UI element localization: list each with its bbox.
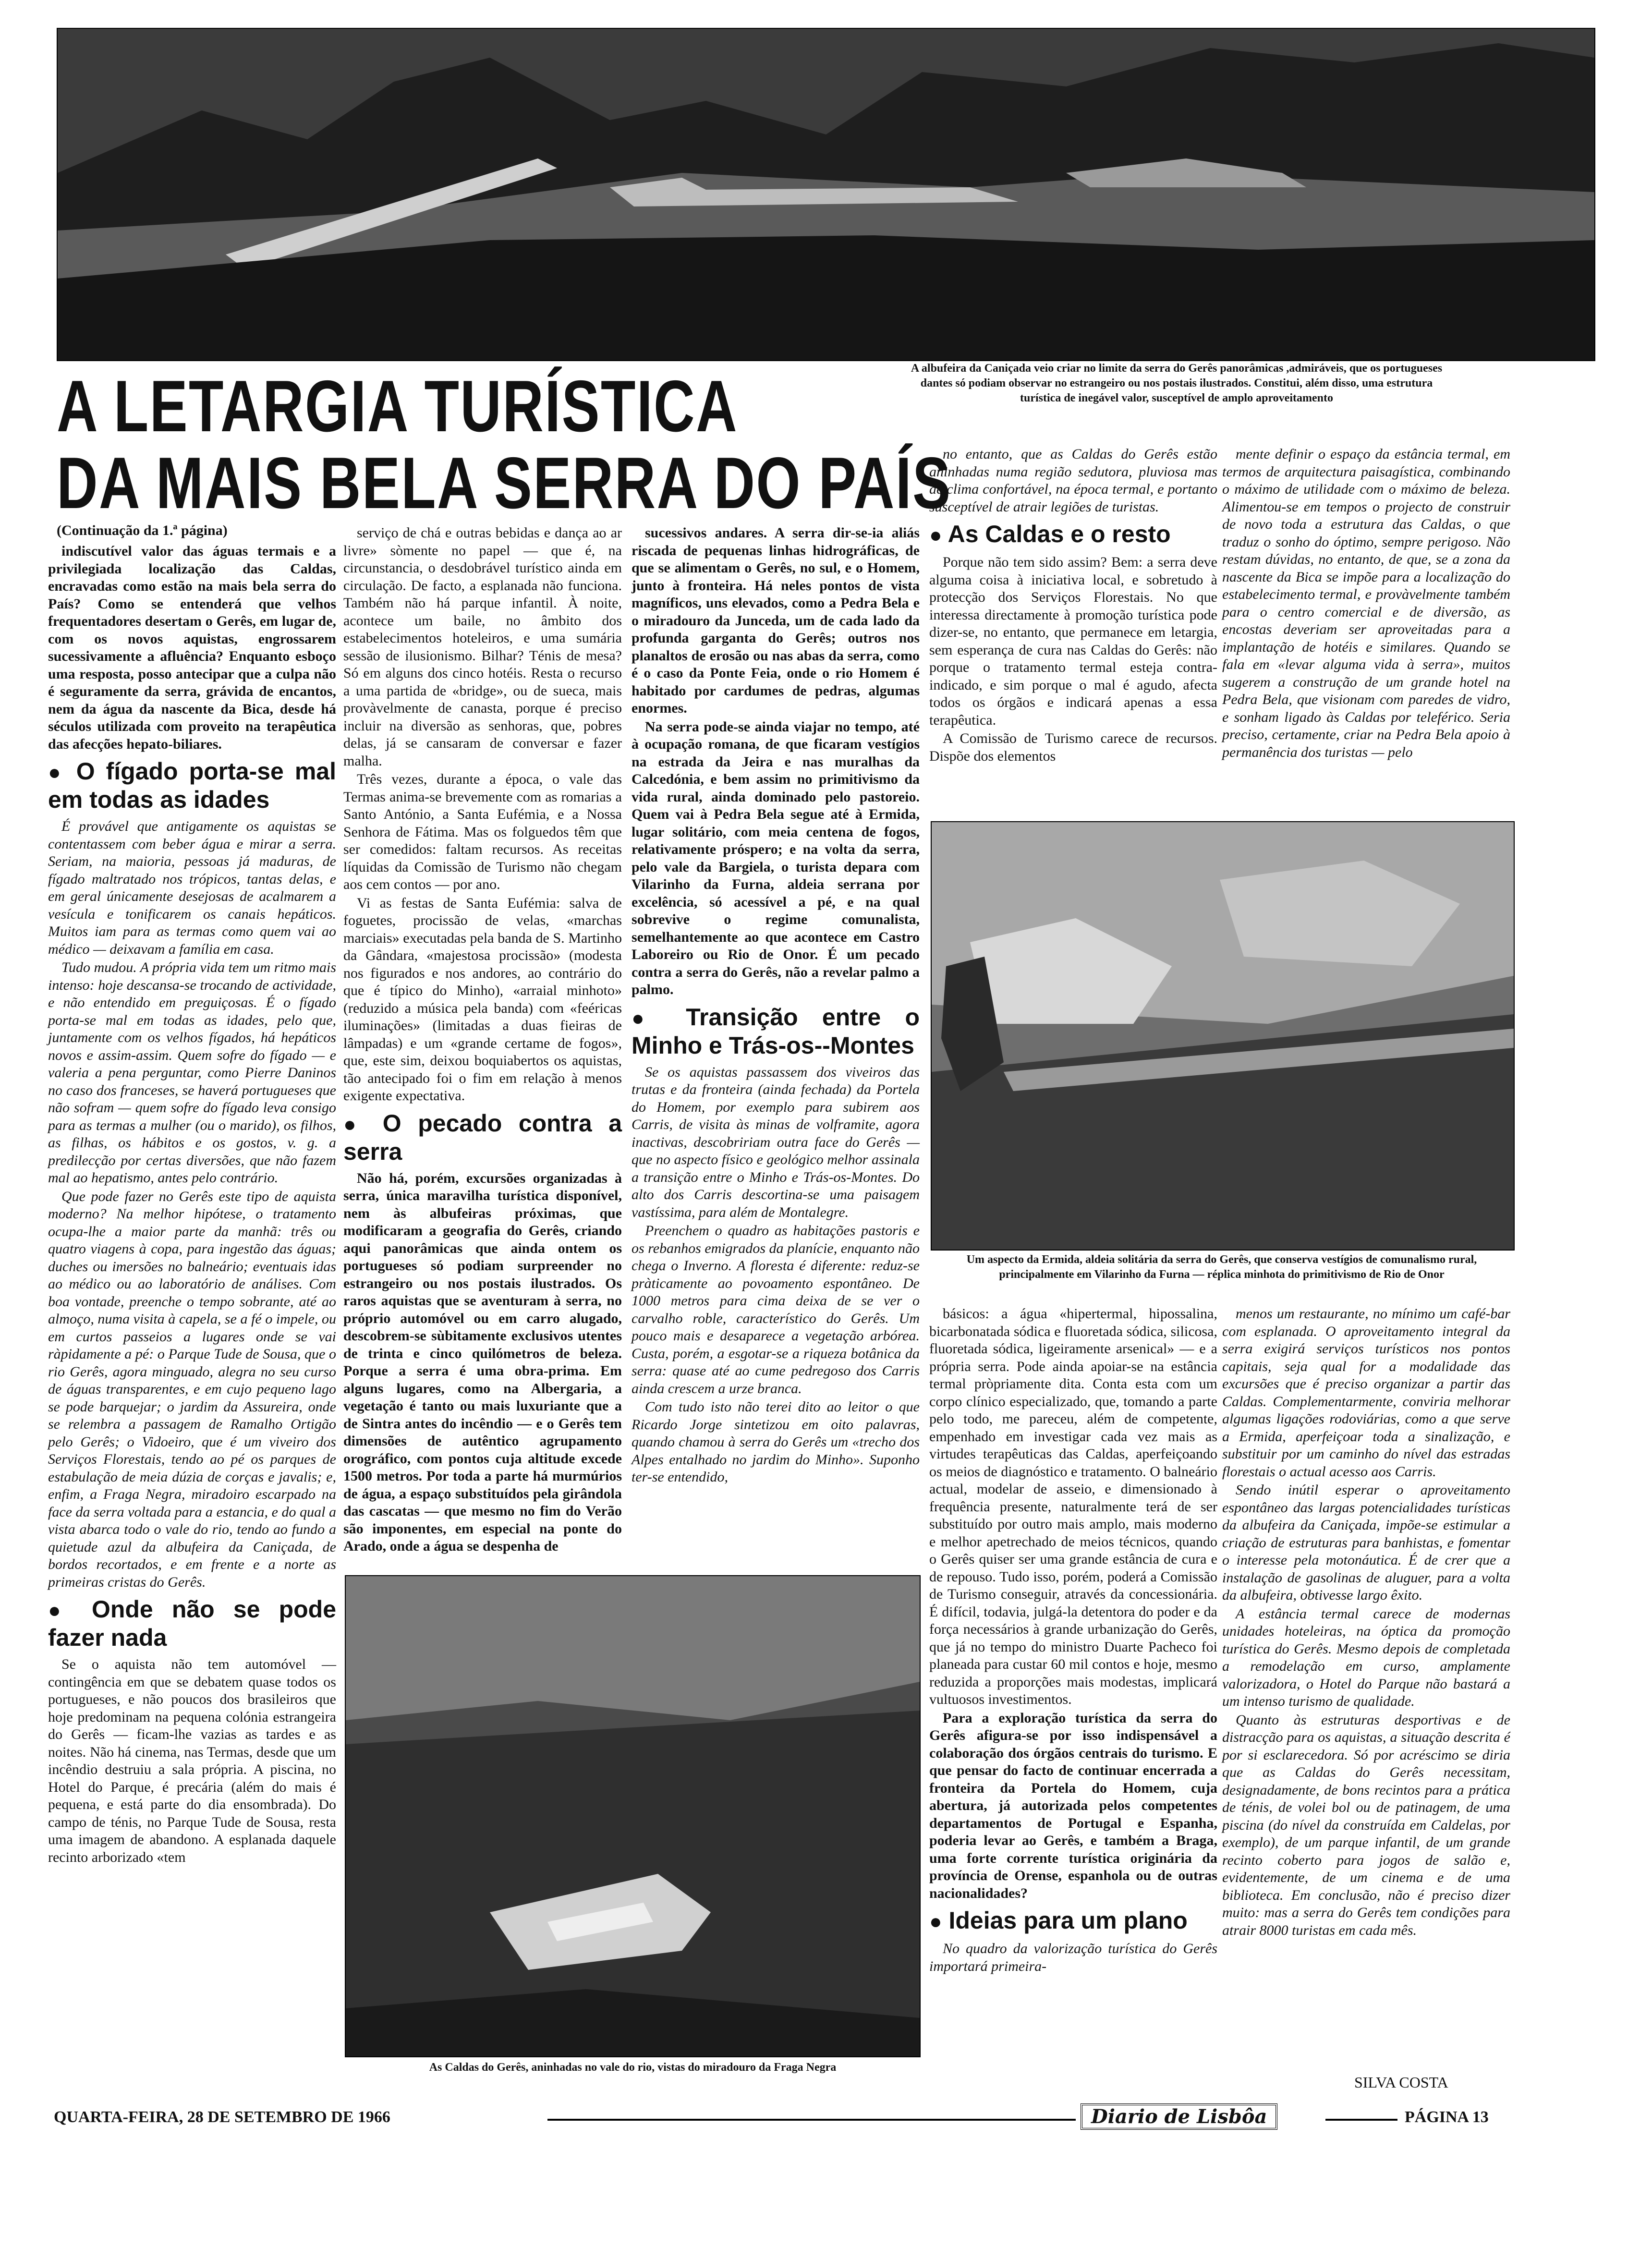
column-1 (48, 543, 340, 2103)
paragraph: Se o aquista não tem automóvel — contingência em que se debatem quase todos os portugueses, e não poucos dos brasileiros que hoje predominam na pequena colónia estrangeira do Gerês — ficam-lhe vazias as tardes e as noites. Não há cinema, nas Termas, desde que um incêndio destruiu a sala própria. A piscina, no Hotel do Parque, é precária (além do mais é pequena, e está parte do dia ensombrada). Do campo de ténis, no Parque Tude de Sousa, resta uma imagem de abandono. A esplanada daquele recinto arborizado «tem (48, 1656, 340, 1865)
page-number: PÁGINA 13 (1405, 2108, 1489, 2126)
top-photo-caption: A albufeira da Caniçada veio criar no limite da serra do Gerês panorâmicas ,admiráveis, que os portugueses dantes só podiam observar no estrangeiro ou nos postais ilustrados. Constitui, além disso, uma estrutura turística de inegável valor, susceptível de amplo aproveitamento (911, 362, 1443, 404)
paragraph: A estância termal carece de modernas unidades hoteleiras, na óptica da promoção turística do Gerês. Mesmo depois de completada a remodelação em curso, amplamente valorizadora, o Hotel do Parque não bastará a um intenso turismo de qualidade. (1222, 1605, 1514, 1709)
column-5-top (1222, 446, 1514, 815)
paragraph: serviço de chá e outras bebidas e dança ao ar livre» sòmente no papel — que é, na circunstancia, o desdobrável turístico ainda em circulação. De facto, a esplanada não funciona. Também não há parque infantil. À noite, acontece um baile, no âmbito dos estabelecimentos hoteleiros, e uma sumária sessão de ilusionismo. Bilhar? Ténis de mesa? Só em alguns dos cinco hotéis. Resta o recurso a uma partida de «bridge», ou de sueca, mais provàvelmente de canasta, porque é preciso incluir na diversão as senhoras, que, pobres delas, já se cansaram de conversar e fazer malha. (343, 525, 626, 769)
column-5-bottom (1222, 1305, 1514, 2054)
paragraph: Na serra pode-se ainda viajar no tempo, até à ocupação romana, de que ficaram vestígios na estrada da Jeira e nas muralhas da Calcedónia, e bem assim no primitivismo da vida rural, ainda dominado pelo pastoreio. Quem vai à Pedra Bela segue até à Ermida, lugar solitário, com meia centena de fogos, relativamente próspero; e na volta da serra, pelo vale da Bargiela, o turista depara com Vilarinho da Furna, aldeia serrana por excelência, só acessível a pé, e na qual sobrevive o regime comunalista, semelhantemente ao que acontece em Castro Laboreiro ou Rio de Onor. É um pecado contra a serra do Gerês, não a revelar palmo a palmo. (632, 718, 923, 997)
paragraph: No quadro da valorização turística do Gerês importará primeira- (929, 1941, 1221, 1974)
ermida-photo-caption: Um aspecto da Ermida, aldeia solitária da serra do Gerês, que conserva vestígios de comunalismo rural, principalmente em Vilarinho da Furna — réplica minhota do primitivismo de Rio de Onor (966, 1253, 1477, 1281)
subheading-sin-against-mountain: ● O pecado contra a serra (343, 1109, 622, 1165)
caldas-valley-photo (345, 1575, 921, 2057)
headline-line-2: DA MAIS BELA SERRA DO PAÍS (57, 442, 952, 524)
paragraph: Se os aquistas passassem dos viveiros das trutas e da fronteira (ainda fechada) da Portela do Homem, por exemplo para subirem aos Carris, de visita às minas de volframite, agora inactivas, descobririam outra face do Gerês — que no aspecto físico e geológico melhor assinala a transição entre o Minho e Trás-os-Montes. Do alto dos Carris descortina-se uma paisagem vastíssima, para além de Montalegre. (632, 1064, 923, 1220)
column-2 (343, 524, 626, 1571)
paragraph: Que pode fazer no Gerês este tipo de aquista moderno? Na melhor hipótese, o tratamento ocupa-lhe a maior parte da manhã: três ou quatro viagens à copa, para ingestão das águas; duches ou imersões no balneário; eventuais idas ao médico ou ao laboratório de análises. Com boa vontade, preenche o tempo sobrante, até ao almoço, numa visita à capela, se a fé o impele, ou em curtos passeios a lugares onde se vai ràpidamente a pé: o Parque Tude de Sousa, que o rio Gerês, agora minguado, alegra no seu curso de águas transparentes, e em cujo pequeno lago se pode barquejar; o jardim da Assureira, onde se relembra a passagem de Ramalho Ortigão pelo Gerês; o Vidoeiro, que é um viveiro dos Serviços Florestais, tendo ao pé os parques de estabulação de meia dúzia de corças e javalis; e, enfim, a Fraga Negra, miradoiro escarpado na face da serra voltada para a estancia, e do qual a vista abarca todo o vale do rio, tendo ao fundo a quietude azul da albufeira da Caniçada, de bordos recortados, e em frente e a norte as primeiras cristas do Gerês. (48, 1188, 340, 1590)
paragraph: Três vezes, durante a época, o vale das Termas anima-se brevemente com as romarias a Santo António, a Santa Eufémia, e a Nossa Senhora de Fátima. Mas os folguedos têm que ser comedidos: faltam recursos. As receitas líquidas da Comissão de Turismo não chegam aos cem contos — por ano. (343, 771, 626, 892)
paragraph: Com tudo isto não terei dito ao leitor o que Ricardo Jorge sintetizou em oito palavras, quando chamou à serra do Gerês um «trecho dos Alpes entalhado no jardim do Minho». Suponho ter-se entendido, (632, 1399, 923, 1485)
author-signature: SILVA COSTA (1354, 2074, 1448, 2091)
paragraph: Sendo inútil esperar o aproveitamento espontâneo das largas potencialidades turísticas da albufeira da Caniçada, impõe-se estimular a criação de estruturas para banhistas, e fomentar o interesse pela motonáutica. É de crer que a instalação de gasolinas de aluguer, para a volta da albufeira, obtivesse largo êxito. (1222, 1482, 1514, 1603)
subheading-nothing-to-do: ● Onde não se pode fazer nada (48, 1596, 337, 1651)
reservoir-photo (57, 28, 1595, 361)
paragraph: A Comissão de Turismo carece de recursos. Dispõe dos elementos (929, 730, 1221, 764)
subheading-transition: ● Transição entre o Minho e Trás-os--Montes (632, 1003, 920, 1059)
paragraph: Preenchem o quadro as habitações pastoris e os rebanhos emigrados da planície, enquanto não chega o Inverno. A floresta é diferente: reduz-se pràticamente ao povoamento espontâneo. De 1000 metros para cima deixa de se ver o carvalho roble, característico do Gerês. Um pouco mais e desaparece a vegetação arbórea. Custa, porém, a esgotar-se a riqueza botânica da serra: quase até ao cume pedregoso dos Carris ainda crescem a urze branca. (632, 1223, 923, 1397)
subheading-ideas: ● Ideias para um plano (929, 1907, 1188, 1934)
footer-date: QUARTA-FEIRA, 28 DE SETEMBRO DE 1966 (54, 2108, 390, 2126)
column-4-bottom (929, 1305, 1221, 2102)
paragraph: básicos: a água «hipertermal, hipossalina, bicarbonatada sódica e fluoretada sódica, silicosa, fluoretada sódica, ligeiramente arsenical» — e a própria serra. Pode ainda apoiar-se na estância termal pròpriamente dita. Conta esta com um corpo clínico especializado, que, tomando a parte pelo todo, me pareceu, além de competente, empenhado em investigar cada vez mais as virtudes terapêuticas das Caldas, aperfeiçoando os meios de diagnóstico e tratamento. O balneário actual, modelar de asseio, e dimensionado à frequência presente, naturalmente terá de ser substituído por outro mais amplo, mais moderno e melhor apetrechado de meios técnicos, quando o Gerês quiser ser uma grande estância de cura e de repouso. Tudo isso, porém, poderá a Comissão de Turismo conseguir, através da concessionária. É difícil, todavia, julgá-la detentora do poder e da força necessários à grande urbanização do Gerês, que já no tempo do ministro Duarte Pacheco foi planeada para custar 60 mil contos e hoje, mesmo reduzida a proporções mais modestas, implicará vultuosos investimentos. (929, 1306, 1221, 1707)
paragraph: Não há, porém, excursões organizadas à serra, única maravilha turística disponível, nem às albufeiras próximas, que modificaram a geografia do Gerês, criando aqui panorâmicas que ainda ontem os portugueses só podiam surpreender no estrangeiro ou nos postais ilustrados. Os raros aquistas que se aventuram à serra, no próprio automóvel ou em carro alugado, descobrem-se sùbitamente exclusivos utentes de trinta e cinco quilómetros de beleza. Porque a serra é uma obra-prima. Em alguns lugares, como na Albergaria, a vegetação é tanto ou mais luxuriante que a de Sintra antes do incêndio — e o Gerês tem dimensões de autêntico agrupamento orográfico, com pontos cuja altitude excede 1500 metros. Por toda a parte há murmúrios de água, a espaço substituídos pela girândola das cascatas — que mesmo no fim do Verão são imponentes, em especial na ponte do Arado, onde a água se despenha de (343, 1170, 626, 1554)
headline-line-1: A LETARGIA TURÍSTICA (57, 365, 738, 447)
column-3 (632, 524, 923, 1571)
column-4-top (929, 446, 1221, 815)
masthead-logo: Diario de Lisbôa (1081, 2103, 1277, 2130)
paragraph: no entanto, que as Caldas do Gerês estão aninhadas numa região sedutora, pluviosa mas de clima confortável, na época termal, e portanto susceptível de atrair legiões de turistas. (929, 446, 1221, 515)
footer-rule-left (547, 2119, 1076, 2121)
caldas-photo-caption: As Caldas do Gerês, aninhadas no vale do rio, vistas do miradouro da Fraga Negra (429, 2061, 837, 2074)
continuation-note: (Continuação da 1.ª página) (57, 522, 228, 538)
paragraph: sucessivos andares. A serra dir-se-ia aliás riscada de pequenas linhas hidrográficas, de que se alimentam o Gerês, no sul, e o Homem, junto à fronteira. Há neles pontos de vista magníficos, uns elevados, como a Pedra Bela e o miradouro da Junceda, um de cada lado da profunda garganta do Gerês; outros nos planaltos de erosão ou nas abas da serra, como é o caso da Ponte Feia, onde o rio Homem é habitado por cardumes de pedras, algumas enormes. (632, 525, 923, 716)
paragraph: Quanto às estruturas desportivas e de distracção para os aquistas, a situação descrita é por si esclarecedora. Só por acréscimo se diria que as Caldas do Gerês necessitam, designadamente, de bons recintos para a prática de ténis, de volei bol ou de patinagem, de uma piscina (do nível da construída em Caldelas, por exemplo), de um parque infantil, de um grande recinto coberto para jogos de salão e, evidentemente, de um cinema e de uma biblioteca. Em conclusão, não é preciso dizer muito: mas a serra do Gerês tem condições para atrair 8000 turistas em cada mês. (1222, 1712, 1514, 1938)
paragraph: menos um restaurante, no mínimo um café-bar com esplanada. O aproveitamento integral da serra exigirá serviços turísticos nos pontos capitais, seja qual for a modalidade das excursões que é preciso organizar a partir das Caldas. Complementarmente, conviria melhorar algumas ligações rodoviárias, como a que serve a Ermida, aperfeiçoar toda a sinalização, e substituir por um caminho do nível das estradas florestais o actual acesso aos Carris. (1222, 1306, 1514, 1480)
paragraph: Para a exploração turística da serra do Gerês afigura-se por isso indispensável a colaboração dos órgãos centrais do turismo. E que pensar do facto de continuar encerrada a fronteira da Portela do Homem, cuja abertura, já autorizada pelos competentes departamentos de Portugal e Espanha, poderia levar ao Gerês, e também a Braga, uma forte corrente turística originária da província de Orense, espanhola ou de outras nacionalidades? (929, 1710, 1221, 1901)
ermida-village-photo (931, 821, 1515, 1251)
paragraph: Tudo mudou. A própria vida tem um ritmo mais intenso: hoje descansa-se trocando de actividade, e não entendido em preguiçosas. É o fígado porta-se mal em todas as idades, pelo que, juntamente com os velhos fígados, há hepáticos novos e assim-assim. Quem sofre do fígado — e valeria a pena perguntar, como Pierre Daninos no caso dos franceses, se haverá portugueses que não sofram — quem sofre do fígado leva consigo para as termas a mulher (ou o marido), os filhos, as filhas, os hábitos e os gostos, v. g. a predilecção por certas diversões, que não fazem mal ao hepatismo, antes pelo contrário. (48, 959, 340, 1186)
paragraph: indiscutível valor das águas termais e a privilegiada localização das Caldas, encravadas como estão na mais bela serra do País? Como se entenderá que velhos frequentadores desertam o Gerês, em lugar de, com os novos aquistas, engrossarem sucessivamente a afluência? Enquanto esboço uma resposta, posso antecipar que a culpa não é seguramente da serra, grávida de encantos, nem da água da nascente da Bica, desde há séculos utilizada com proveito na terapêutica das afecções hepato-biliares. (48, 543, 340, 752)
paragraph: mente definir o espaço da estância termal, em termos de arquitectura paisagística, combinando o máximo de utilidade com o máximo de beleza. Alimentou-se em tempos o projecto de construir de novo toda a estrutura das Caldas, o que traduz o sonho do óptimo, sempre perigoso. Não restam dúvidas, no entanto, de que, se a zona da nascente da Bica se impõe para a localização do estabelecimento termal, e provàvelmente também para o centro comercial e de diversão, as encostas deveriam ser aproveitadas para a implantação de hotéis e similares. Quando se fala em «levar alguma vida à serra», muitos sugerem a construção de um grande hotel na Pedra Bela, que visionam com paredes de vidro, e sonham ligado às Caldas por teleférico. Seria preciso, certamente, criar na Pedra Bela apoio à permanência dos turistas — pelo (1222, 446, 1514, 760)
paragraph: É provável que antigamente os aquistas se contentassem com beber água e mirar a serra. Seriam, na maioria, pessoas já maduras, de fígado maltratado nos trópicos, tantas delas, e em geral únicamente desejosas de acalmarem a vesícula e tonificarem os canais hepáticos. Muitos iam para as termas como quem vai ao médico — deixavam a família em casa. (48, 818, 340, 957)
paragraph: Porque não tem sido assim? Bem: a serra deve alguma coisa à iniciativa local, e sobretudo à protecção dos Serviços Florestais. No que interessa directamente à promoção turística pode dizer-se, no entanto, que permanece em letargia, sem esperança de cura nas Caldas do Gerês: não porque o tratamento termal esteja contra-indicado, e sim porque o mal é agudo, afecta todos os órgãos e indicará apenas a essa terapêutica. (929, 554, 1221, 728)
subheading-liver: ● O fígado porta-se mal em todas as idades (48, 758, 336, 813)
subheading-caldas: ● As Caldas e o resto (929, 521, 1171, 547)
footer-rule-right (1325, 2119, 1397, 2121)
paragraph: Vi as festas de Santa Eufémia: salva de foguetes, procissão de velas, «marchas marciais» executadas pela banda de S. Martinho da Gândara, «majestosa procissão» (modesta nos figurados e nos andores, ao contrário do que é típico do Minho), «arraial minhoto» (reduzido a música pela banda) com «feéricas iluminações» (limitadas a duas fieiras de lâmpadas) e um «grande certame de fogos», que, este sim, deixou boquiabertos os aquistas, tão antecipado foi o fim em relação à menos exigente expectativa. (343, 895, 626, 1104)
